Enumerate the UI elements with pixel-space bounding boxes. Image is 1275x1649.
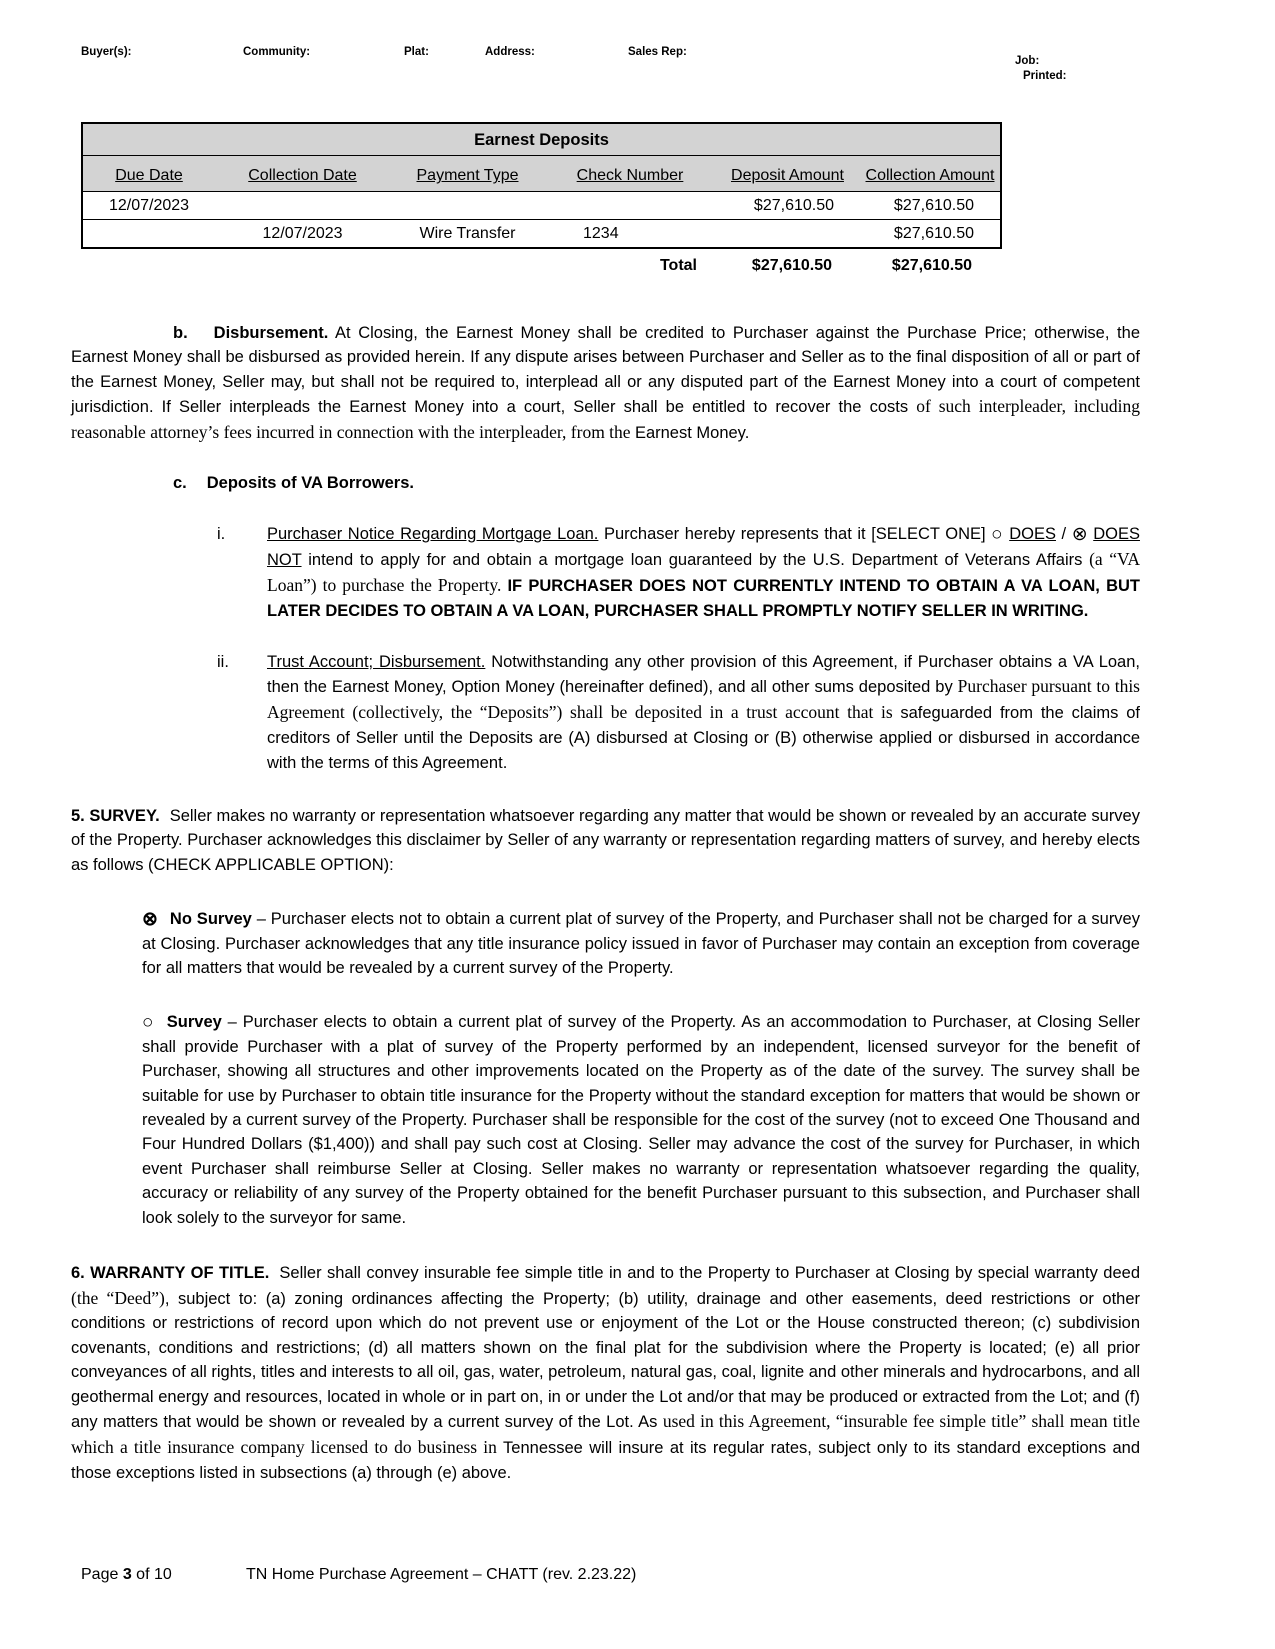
clause-b-title: Disbursement. bbox=[213, 324, 329, 342]
document-body bbox=[71, 321, 1140, 1485]
section-warranty-of-title bbox=[71, 1261, 1140, 1485]
deposit-amount-cell: $27,610.50 bbox=[753, 196, 834, 214]
table-header-row bbox=[83, 155, 1000, 191]
item-ii-label: ii. bbox=[217, 653, 229, 671]
sales-rep-field-label: Sales Rep: bbox=[628, 46, 687, 58]
page-suffix: of 10 bbox=[131, 1566, 172, 1583]
total-collection-amount: $27,610.50 bbox=[891, 257, 972, 275]
radio-does-not-icon[interactable]: ⊗ bbox=[1071, 524, 1088, 546]
column-header-collection-date: Collection Date bbox=[248, 167, 357, 185]
section-6-heading: 6. WARRANTY OF TITLE. bbox=[71, 1264, 270, 1283]
item-i-text: Purchaser hereby represents that it [SELECT ONE] bbox=[598, 525, 992, 544]
survey-option-text: – Purchaser elects to obtain a current plat of survey of the Property. As an accommodation to Purchaser, at Closing Seller shall provide Purchaser with a plat of survey of the Property performed by an independent, licensed surveyor for the benefit of Purchaser, showing all structures and other improvements located on the Property as of the date of the survey. The survey shall be suitable for use by Purchaser to obtain title insurance for the Property without the standard exception for matters that would be shown or revealed by a current survey of the Property. Purchaser shall be responsible for the cost of the survey (not to exceed One Thousand and Four Hundred Dollars ($1,400)) and shall pay such cost at Closing. Seller may advance the cost of the survey for Purchaser, in which event Purchaser shall reimburse Seller at Closing. Seller makes no warranty or representation whatsoever regarding the quality, accuracy or reliability of any survey of the Property obtained for the benefit Purchaser pursuant to this subsection, and Purchaser shall look solely to the surveyor for same. bbox=[142, 1013, 1140, 1227]
total-label: Total bbox=[659, 257, 697, 275]
item-i-title: Purchaser Notice Regarding Mortgage Loan. bbox=[267, 525, 599, 544]
page-number: 3 bbox=[122, 1566, 132, 1583]
document-reference: TN Home Purchase Agreement – CHATT (rev. 2.23.22) bbox=[246, 1566, 637, 1583]
table-title: Earnest Deposits bbox=[83, 124, 1000, 155]
column-header-due-date: Due Date bbox=[115, 167, 183, 185]
printed-field-label: Printed: bbox=[1023, 70, 1067, 82]
paragraph-purchaser-notice bbox=[217, 522, 1140, 623]
clause-c-title: Deposits of VA Borrowers. bbox=[206, 474, 414, 492]
section-6-text-2: , subject to: (a) zoning ordinances affecting the Property; (b) utility, drainage and other easements, deed restrictions or other conditions or restrictions of record upon which do not prevent use or enjoyment of the Lot or the House constructed thereon; (c) subdivision covenants, conditions and restrictions; (d) all matters shown on the final plat for the subdivision where the Property is located; (e) all prior conveyances of all rights, titles and interests to all oil, gas, water, petroleum, natural gas, coal, lignite and other minerals and hydrocarbons, and all geothermal energy and resources, located in whole or in part on, in or under the Lot and/or that may be produced or extracted from the Lot; and (f) any matters that would be shown or revealed by a current survey of the Lot. As bbox=[71, 1289, 1140, 1432]
check-number-cell: 1234 bbox=[583, 224, 619, 242]
page-footer bbox=[81, 1563, 1181, 1587]
survey-option-label: Survey bbox=[166, 1013, 222, 1032]
radio-does-icon[interactable]: ○ bbox=[991, 524, 1004, 546]
no-survey-option-text: – Purchaser elects not to obtain a current plat of survey of the Property, and Purchaser shall not be charged for a survey at Closing. Purchaser acknowledges that any title insurance policy issued in favor of Purchaser may contain an exception from coverage for all matters that would be revealed by a current survey of the Property. bbox=[142, 910, 1140, 978]
item-ii-text-serif: Purchaser pursuant to this Agreement (collectively, the “Deposits”) shall be deposited in a trust account that is bbox=[267, 676, 1140, 723]
table-row bbox=[83, 219, 1000, 247]
total-deposit-amount: $27,610.50 bbox=[751, 257, 832, 275]
item-i-label: i. bbox=[217, 525, 226, 544]
section-survey bbox=[71, 804, 1140, 877]
paragraph-disbursement bbox=[71, 321, 1140, 446]
option-no-survey bbox=[142, 907, 1140, 980]
clause-b-text-end: Earnest Money. bbox=[634, 424, 750, 443]
collection-date-cell: 12/07/2023 bbox=[262, 224, 343, 242]
section-5-text: Seller makes no warranty or representation whatsoever regarding any matter that would be shown or revealed by an accurate survey of the Property. Purchaser acknowledges this disclaimer by Seller of any warranty or representation regarding matters of survey, and hereby elects as follows (CHECK APPLICABLE OPTION): bbox=[71, 807, 1140, 874]
plat-field-label: Plat: bbox=[404, 46, 429, 58]
does-separator: / bbox=[1055, 525, 1072, 544]
does-option-label: DOES bbox=[1009, 525, 1056, 544]
page-number-label bbox=[81, 1566, 172, 1583]
section-6-text: Seller shall convey insurable fee simple title in and to the Property to Purchaser at Closing by special warranty deed bbox=[279, 1264, 1140, 1283]
item-i-bold-notice: IF PURCHASER DOES NOT CURRENTLY INTEND TO OBTAIN A VA LOAN, BUT LATER DECIDES TO OBTAIN A VA LOAN, PURCHASER SHALL PROMPTLY NOTIFY SELLER IN WRITING. bbox=[267, 576, 1140, 620]
collection-amount-cell: $27,610.50 bbox=[893, 196, 974, 214]
section-6-text-serif-2: used in this Agreement, “insurable fee simple title” shall mean title which a title insurance company licensed to do business in bbox=[71, 1411, 1140, 1457]
column-header-payment-type: Payment Type bbox=[416, 167, 519, 185]
buyers-field-label: Buyer(s): bbox=[81, 46, 132, 58]
option-survey bbox=[142, 1010, 1140, 1230]
radio-no-survey-icon[interactable]: ⊗ bbox=[142, 909, 158, 931]
item-ii-title: Trust Account; Disbursement. bbox=[267, 653, 486, 671]
earnest-deposits-table bbox=[81, 122, 1002, 278]
item-ii-text-end: safeguarded from the claims of creditors of Seller until the Deposits are (A) disbursed at Closing or (B) otherwise applied or disbursed in accordance with the terms of this Agreement. bbox=[267, 704, 1140, 772]
collection-amount-cell: $27,610.50 bbox=[893, 224, 974, 242]
item-i-text-serif: (a “VA Loan”) to purchase the Property. bbox=[267, 548, 1140, 595]
heading-deposits-of-va-borrowers bbox=[173, 471, 1140, 495]
clause-b-text: At Closing, the Earnest Money shall be credited to Purchaser against the Purchase Price; otherwise, the Earnest Money shall be disbursed as provided herein. If any dispute arises between Purchaser and Seller as to the final disposition of all or part of the Earnest Money, Seller may, but shall not be required to, interplead all or any disputed part of the Earnest Money into a court of competent jurisdiction. If Seller interpleads the Earnest Money into a court, Seller shall be entitled to recover the costs bbox=[71, 324, 1140, 417]
job-field-label: Job: bbox=[1015, 55, 1040, 67]
radio-survey-icon[interactable]: ○ bbox=[142, 1012, 155, 1034]
table-total-row bbox=[81, 254, 1002, 278]
section-6-text-end: Tennessee will insure at its regular rates, subject only to its standard exceptions and those exceptions listed in subsections (a) through (e) above. bbox=[71, 1438, 1140, 1482]
table-row bbox=[83, 191, 1000, 219]
column-header-deposit-amount: Deposit Amount bbox=[731, 167, 844, 185]
clause-c-label: c. bbox=[173, 474, 187, 492]
no-survey-option-label: No Survey bbox=[169, 910, 252, 929]
item-ii-text: Notwithstanding any other provision of this Agreement, if Purchaser obtains a VA Loan, then the Earnest Money, Option Money (hereinafter defined), and all other sums deposited by bbox=[267, 653, 1140, 697]
clause-b-label: b. bbox=[173, 324, 188, 342]
paragraph-trust-account bbox=[217, 650, 1140, 775]
item-i-text-2: intend to apply for and obtain a mortgage loan guaranteed by the U.S. Department of Veterans Affairs bbox=[301, 550, 1090, 569]
page-prefix: Page bbox=[81, 1566, 123, 1583]
address-field-label: Address: bbox=[485, 46, 535, 58]
section-6-text-serif-1: (the “Deed”) bbox=[71, 1287, 165, 1308]
does-not-option-label: DOES NOT bbox=[267, 525, 1140, 569]
column-header-collection-amount: Collection Amount bbox=[865, 167, 995, 185]
clause-b-text-serif: of such interpleader, including reasonable attorney’s fees incurred in connection with the interpleader, from the bbox=[71, 396, 1140, 443]
payment-type-cell: Wire Transfer bbox=[419, 224, 516, 242]
community-field-label: Community: bbox=[243, 46, 311, 58]
column-header-check-number: Check Number bbox=[576, 167, 684, 185]
section-5-heading: 5. SURVEY. bbox=[71, 807, 160, 825]
due-date-cell: 12/07/2023 bbox=[108, 196, 190, 214]
